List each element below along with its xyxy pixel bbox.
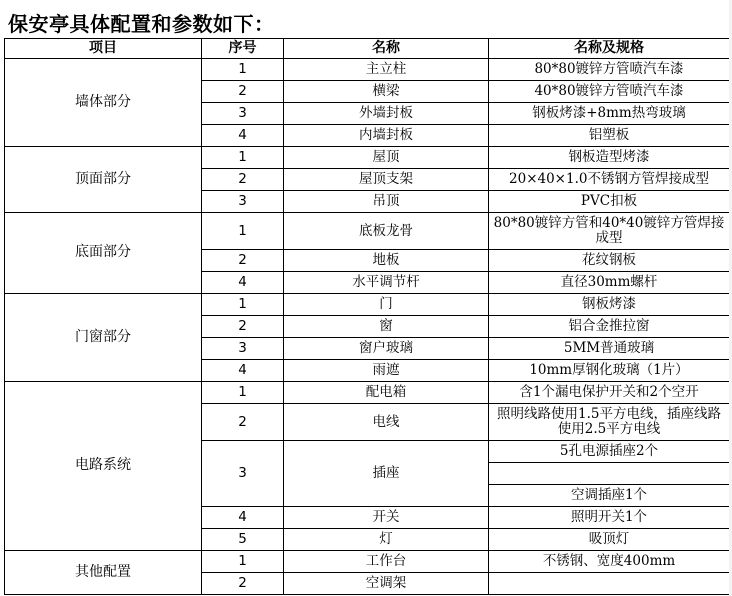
row-spec-cell[interactable]: 花纹钢板 bbox=[489, 250, 730, 272]
row-spec-cell[interactable]: 钢板造型烤漆 bbox=[489, 147, 730, 169]
row-number-cell[interactable]: 2 bbox=[202, 250, 284, 272]
group-cell-wall[interactable]: 墙体部分 bbox=[5, 59, 202, 147]
row-number-cell[interactable]: 4 bbox=[202, 360, 284, 382]
row-spec-cell[interactable]: 5孔电源插座2个 bbox=[489, 441, 730, 463]
group-cell-roof[interactable]: 顶面部分 bbox=[5, 147, 202, 213]
row-spec-cell[interactable]: 80*80镀锌方管和40*40镀锌方管焊接成型 bbox=[489, 213, 730, 250]
row-number-cell[interactable]: 2 bbox=[202, 169, 284, 191]
group-cell-floor[interactable]: 底面部分 bbox=[5, 213, 202, 294]
row-spec-cell[interactable]: 铝塑板 bbox=[489, 125, 730, 147]
row-name-cell[interactable]: 灯 bbox=[284, 529, 489, 551]
row-spec-cell[interactable]: 吸顶灯 bbox=[489, 529, 730, 551]
row-name-cell[interactable]: 门 bbox=[284, 294, 489, 316]
header-item[interactable]: 项目 bbox=[5, 39, 202, 59]
table-row bbox=[5, 382, 730, 404]
row-spec-cell[interactable]: 钢板烤漆+8mm热弯玻璃 bbox=[489, 103, 730, 125]
row-number-cell[interactable]: 3 bbox=[202, 191, 284, 213]
row-number-cell[interactable]: 1 bbox=[202, 213, 284, 250]
row-name-cell[interactable]: 配电箱 bbox=[284, 382, 489, 404]
table-row bbox=[5, 551, 730, 573]
row-spec-cell[interactable]: 20×40×1.0不锈钢方管焊接成型 bbox=[489, 169, 730, 191]
row-number-cell[interactable]: 2 bbox=[202, 404, 284, 441]
row-name-cell[interactable]: 窗 bbox=[284, 316, 489, 338]
sheet-title: 保安亭具体配置和参数如下： bbox=[8, 12, 275, 36]
table-row bbox=[5, 294, 730, 316]
row-name-cell[interactable]: 工作台 bbox=[284, 551, 489, 573]
row-spec-cell[interactable]: 空调插座1个 bbox=[489, 485, 730, 507]
row-spec-cell[interactable]: 40*80镀锌方管喷汽车漆 bbox=[489, 81, 730, 103]
row-name-cell[interactable]: 底板龙骨 bbox=[284, 213, 489, 250]
group-cell-other[interactable]: 其他配置 bbox=[5, 551, 202, 595]
row-number-cell[interactable]: 1 bbox=[202, 294, 284, 316]
row-number-cell[interactable]: 2 bbox=[202, 316, 284, 338]
row-name-cell[interactable]: 雨遮 bbox=[284, 360, 489, 382]
row-spec-cell[interactable] bbox=[489, 463, 730, 485]
row-name-cell[interactable]: 屋顶支架 bbox=[284, 169, 489, 191]
row-number-cell[interactable]: 1 bbox=[202, 551, 284, 573]
row-number-cell[interactable]: 4 bbox=[202, 125, 284, 147]
table-row bbox=[5, 147, 730, 169]
row-number-cell[interactable]: 2 bbox=[202, 81, 284, 103]
group-cell-door-window[interactable]: 门窗部分 bbox=[5, 294, 202, 382]
row-spec-cell[interactable]: 10mm厚钢化玻璃（1片） bbox=[489, 360, 730, 382]
row-spec-cell[interactable]: 5MM普通玻璃 bbox=[489, 338, 730, 360]
row-name-cell[interactable]: 窗户玻璃 bbox=[284, 338, 489, 360]
row-name-cell[interactable]: 主立柱 bbox=[284, 59, 489, 81]
row-name-cell[interactable]: 屋顶 bbox=[284, 147, 489, 169]
row-number-cell[interactable]: 1 bbox=[202, 59, 284, 81]
row-name-cell[interactable]: 电线 bbox=[284, 404, 489, 441]
row-number-cell[interactable]: 5 bbox=[202, 529, 284, 551]
header-number[interactable]: 序号 bbox=[202, 39, 284, 59]
group-cell-electrical[interactable]: 电路系统 bbox=[5, 382, 202, 551]
row-spec-cell[interactable]: 钢板烤漆 bbox=[489, 294, 730, 316]
table-row bbox=[5, 59, 730, 81]
row-spec-cell[interactable]: 80*80镀锌方管喷汽车漆 bbox=[489, 59, 730, 81]
row-number-cell[interactable]: 2 bbox=[202, 573, 284, 595]
row-name-cell[interactable]: 吊顶 bbox=[284, 191, 489, 213]
row-number-cell[interactable]: 1 bbox=[202, 147, 284, 169]
header-name[interactable]: 名称 bbox=[284, 39, 489, 59]
row-name-cell[interactable]: 开关 bbox=[284, 507, 489, 529]
config-table bbox=[4, 38, 730, 595]
row-name-cell[interactable]: 横梁 bbox=[284, 81, 489, 103]
row-number-cell[interactable]: 3 bbox=[202, 338, 284, 360]
row-spec-cell[interactable]: 直径30mm螺杆 bbox=[489, 272, 730, 294]
header-row bbox=[5, 39, 730, 59]
row-name-cell[interactable]: 空调架 bbox=[284, 573, 489, 595]
row-spec-cell[interactable]: 含1个漏电保护开关和2个空开 bbox=[489, 382, 730, 404]
row-name-cell[interactable]: 地板 bbox=[284, 250, 489, 272]
row-spec-cell[interactable]: 不锈钢、宽度400mm bbox=[489, 551, 730, 573]
table-row bbox=[5, 213, 730, 250]
row-name-cell[interactable]: 内墙封板 bbox=[284, 125, 489, 147]
row-number-cell[interactable]: 4 bbox=[202, 507, 284, 529]
row-spec-cell[interactable]: 铝合金推拉窗 bbox=[489, 316, 730, 338]
row-number-cell[interactable]: 3 bbox=[202, 441, 284, 507]
row-name-cell[interactable]: 外墙封板 bbox=[284, 103, 489, 125]
row-spec-cell[interactable]: 照明开关1个 bbox=[489, 507, 730, 529]
row-number-cell[interactable]: 3 bbox=[202, 103, 284, 125]
row-name-cell[interactable]: 插座 bbox=[284, 441, 489, 507]
row-spec-cell[interactable]: PVC扣板 bbox=[489, 191, 730, 213]
row-number-cell[interactable]: 4 bbox=[202, 272, 284, 294]
row-number-cell[interactable]: 1 bbox=[202, 382, 284, 404]
row-spec-cell[interactable] bbox=[489, 573, 730, 595]
header-spec[interactable]: 名称及规格 bbox=[489, 39, 730, 59]
row-spec-cell[interactable]: 照明线路使用1.5平方电线，插座线路使用2.5平方电线 bbox=[489, 404, 730, 441]
row-name-cell[interactable]: 水平调节杆 bbox=[284, 272, 489, 294]
